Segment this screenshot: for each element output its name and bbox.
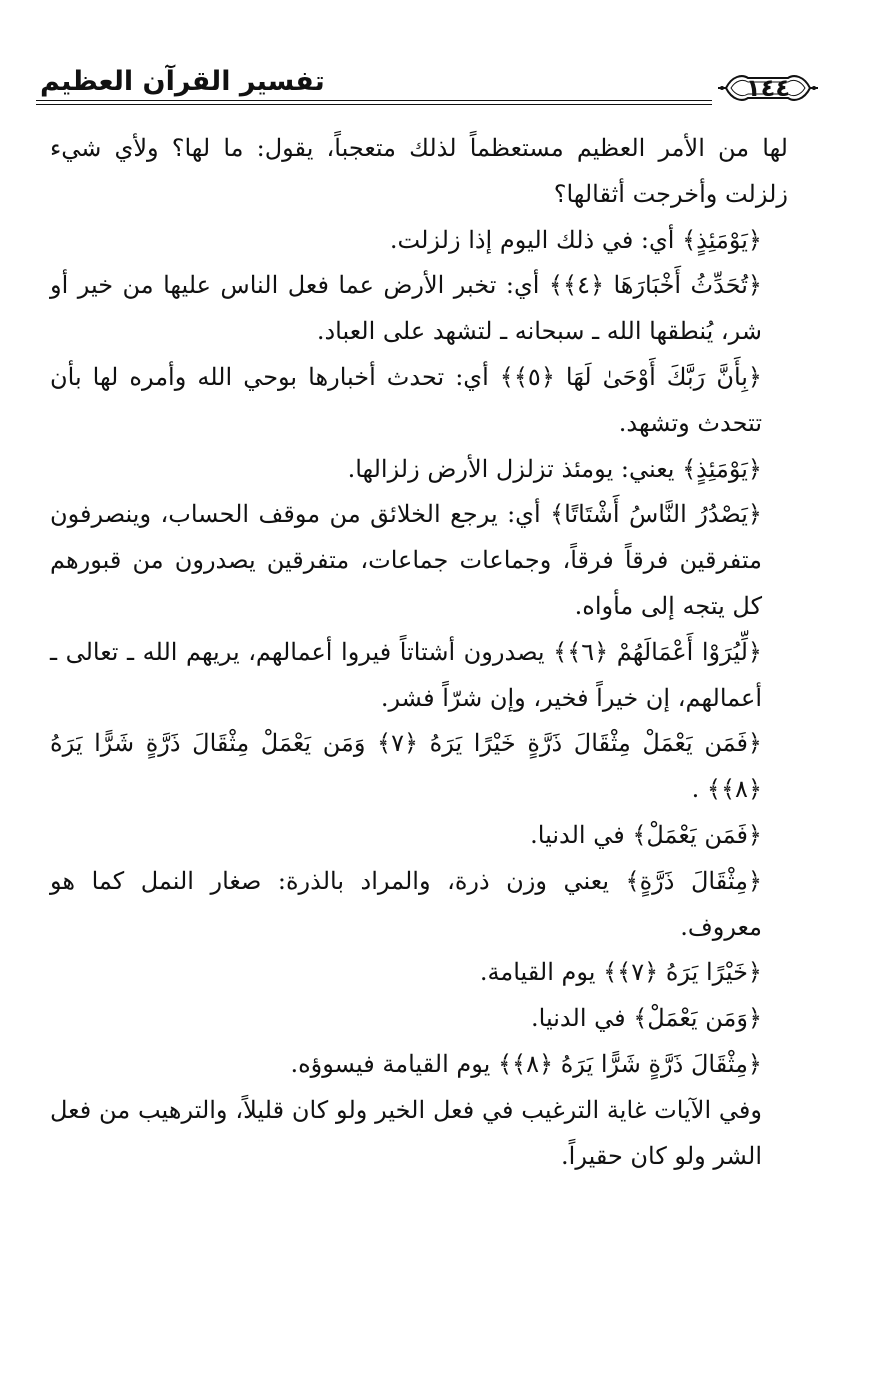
paragraph: ﴿لِّيُرَوْا أَعْمَالَهُمْ ﴿٦﴾﴾ يصدرون أشتاتاً فيروا أعمالهم، يريهم الله ـ تعالى ـ أعمالهم، إن خيراً فخير، وإن شرّاً فشر. bbox=[50, 637, 762, 712]
paragraph: لها من الأمر العظيم مستعظماً لذلك متعجباً، يقول: ما لها؟ ولأي شيء زلزلت وأخرجت أثقالها؟ bbox=[50, 134, 788, 208]
book-title: تفسير القرآن العظيم bbox=[40, 66, 325, 97]
paragraph: ﴿فَمَن يَعْمَلْ مِثْقَالَ ذَرَّةٍ خَيْرًا يَرَهُ ﴿٧﴾ وَمَن يَعْمَلْ مِثْقَالَ ذَرَّةٍ شَرًّا يَرَهُ ﴿٨﴾﴾ . bbox=[50, 729, 762, 804]
header-rule bbox=[36, 100, 712, 101]
page-number-badge bbox=[718, 72, 818, 104]
header-rule-thin bbox=[36, 104, 712, 105]
paragraph: ﴿فَمَن يَعْمَلْ﴾ في الدنيا. bbox=[530, 820, 762, 849]
paragraph: وفي الآيات غاية الترغيب في فعل الخير ولو كان قليلاً، والترهيب من فعل الشر ولو كان حقيراً. bbox=[50, 1095, 762, 1170]
paragraph: ﴿بِأَنَّ رَبَّكَ أَوْحَىٰ لَهَا ﴿٥﴾﴾ أي: تحدث أخبارها بوحي الله وأمره لها بأن تتحدث وتشهد. bbox=[50, 362, 762, 437]
page-body bbox=[50, 126, 788, 1179]
page-number: ١٤٤ bbox=[746, 74, 790, 102]
paragraph: ﴿يَوْمَئِذٍ﴾ أي: في ذلك اليوم إذا زلزلت. bbox=[389, 225, 762, 254]
paragraph: ﴿خَيْرًا يَرَهُ ﴿٧﴾﴾ يوم القيامة. bbox=[479, 958, 762, 987]
paragraph: ﴿يَوْمَئِذٍ﴾ يعني: يومئذ تزلزل الأرض زلزالها. bbox=[347, 454, 762, 483]
paragraph: ﴿مِثْقَالَ ذَرَّةٍ شَرًّا يَرَهُ ﴿٨﴾﴾ يوم القيامة فيسوؤه. bbox=[290, 1049, 762, 1078]
paragraph: ﴿وَمَن يَعْمَلْ﴾ في الدنيا. bbox=[531, 1004, 762, 1033]
page-header bbox=[36, 58, 824, 114]
paragraph: ﴿تُحَدِّثُ أَخْبَارَهَا ﴿٤﴾﴾ أي: تخبر الأرض عما فعل الناس عليها من خير أو شر، يُنطقها الله ـ سبحانه ـ لتشهد على العباد. bbox=[50, 271, 762, 346]
paragraph: ﴿يَصْدُرُ النَّاسُ أَشْتَاتًا﴾ أي: يرجع الخلائق من موقف الحساب، وينصرفون متفرقين فرقاً فرقاً، وجماعات جماعات، متفرقين يصدرون من قبورهم كل يتجه إلى مأواه. bbox=[50, 500, 762, 620]
paragraph: ﴿مِثْقَالَ ذَرَّةٍ﴾ يعني وزن ذرة، والمراد بالذرة: صغار النمل كما هو معروف. bbox=[50, 866, 762, 941]
